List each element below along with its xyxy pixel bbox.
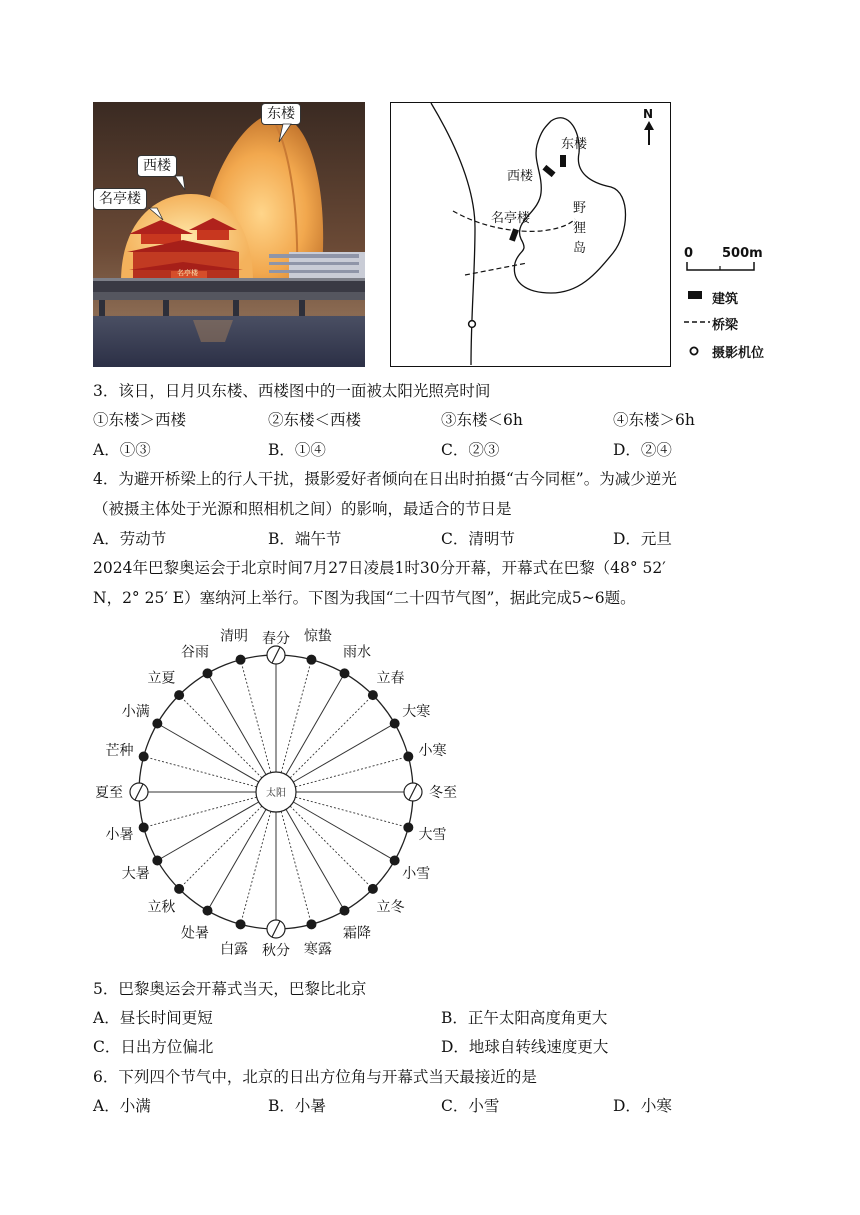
q6-option-b: B．小暑 [268, 1097, 326, 1115]
q5-option-a: A．昼长时间更短 [93, 1009, 213, 1027]
sunset-photo [93, 102, 365, 367]
callout-west-building: 西楼 [137, 155, 177, 177]
q5-option-b: B．正午太阳高度角更大 [441, 1009, 608, 1027]
solar-terms-svg [96, 618, 466, 964]
term-label-19: 夏至 [96, 785, 123, 801]
map-label-pavilion: 名亭楼 [491, 211, 531, 226]
spoke-3 [286, 673, 345, 774]
spoke-16 [179, 806, 262, 889]
term-marker-3 [340, 668, 350, 678]
spoke-24 [241, 660, 271, 773]
q3-statement-4: ④东楼＞6h [613, 411, 695, 429]
q6-option-c: C．小雪 [441, 1097, 500, 1115]
spoke-17 [157, 802, 258, 861]
term-marker-24 [236, 655, 246, 665]
scale-bar [686, 262, 756, 272]
map-drawing [391, 103, 669, 365]
spoke-2 [281, 660, 311, 773]
term-label-11: 霜降 [343, 925, 371, 942]
scale-distance: 500m [722, 246, 763, 261]
term-marker-16 [174, 884, 184, 894]
callout-pointers [93, 102, 365, 367]
spoke-15 [208, 809, 267, 910]
term-marker-2 [306, 655, 316, 665]
q3-option-b: B．①④ [268, 441, 326, 459]
spoke-9 [293, 802, 394, 861]
term-marker-12 [306, 919, 316, 929]
q4-option-c: C．清明节 [441, 530, 515, 548]
term-marker-20 [139, 752, 149, 762]
term-label-18: 小暑 [105, 826, 134, 843]
term-marker-15 [203, 906, 213, 916]
callout-east-building: 东楼 [261, 103, 301, 125]
term-marker-23 [203, 668, 213, 678]
term-label-17: 大暑 [121, 866, 150, 882]
q6-option-a: A．小满 [93, 1097, 151, 1115]
north-arrow-icon [643, 121, 655, 147]
term-label-16: 立秋 [147, 899, 176, 916]
term-label-10: 立冬 [376, 899, 405, 916]
spoke-5 [293, 724, 394, 783]
term-label-22: 立夏 [147, 670, 176, 687]
term-label-2: 惊蛰 [303, 628, 332, 645]
term-label-8: 大雪 [418, 826, 447, 843]
term-marker-9 [390, 856, 400, 866]
spoke-6 [295, 757, 408, 787]
q3-statement-2: ②东楼＜西楼 [268, 411, 362, 429]
spoke-18 [144, 797, 257, 827]
term-label-3: 雨水 [343, 644, 371, 661]
north-label: N [643, 107, 654, 121]
q4-stem-line2: （被摄主体处于光源和照相机之间）的影响，最适合的节日是 [93, 500, 512, 518]
legend-building-label: 建筑 [712, 292, 739, 307]
q3-stem: 3．该日，日月贝东楼、西楼图中的一面被太阳光照亮时间 [93, 382, 491, 400]
q4-option-b: B．端午节 [268, 530, 342, 548]
term-marker-21 [152, 719, 162, 729]
scale-zero: 0 [684, 246, 694, 261]
term-marker-17 [152, 856, 162, 866]
map-label-west-building: 西楼 [507, 169, 534, 184]
map-label-island-3: 岛 [573, 241, 587, 256]
term-label-13: 秋分 [262, 943, 290, 959]
term-label-4: 立春 [376, 670, 405, 687]
term-marker-14 [236, 919, 246, 929]
solar-terms-diagram [96, 618, 466, 968]
spoke-10 [290, 806, 373, 889]
q4-option-d: D．元旦 [613, 530, 672, 548]
spoke-20 [144, 757, 257, 787]
term-marker-4 [368, 690, 378, 700]
legend-camera-label: 摄影机位 [712, 346, 765, 361]
spoke-4 [290, 695, 373, 778]
legend-bridge-label: 桥梁 [712, 318, 739, 333]
q4-option-a: A．劳动节 [93, 530, 167, 548]
location-map [390, 102, 671, 367]
term-label-23: 谷雨 [181, 644, 209, 661]
term-label-15: 处暑 [181, 925, 209, 942]
spoke-23 [208, 673, 267, 774]
term-label-12: 寒露 [303, 941, 332, 958]
legend-building-icon [688, 291, 702, 299]
callout-pavilion: 名亭楼 [93, 188, 147, 210]
legend-camera-icon [688, 345, 700, 357]
q3-statement-1: ①东楼＞西楼 [93, 411, 187, 429]
map-label-east-building: 东楼 [561, 137, 588, 152]
spoke-21 [157, 724, 258, 783]
term-label-1: 春分 [262, 631, 290, 647]
spoke-8 [295, 797, 408, 827]
term-label-20: 芒种 [105, 743, 134, 760]
term-label-9: 小雪 [402, 866, 431, 882]
q5-option-c: C．日出方位偏北 [93, 1038, 214, 1056]
term-marker-6 [403, 752, 413, 762]
sun-label: 太阳 [266, 788, 286, 799]
term-label-21: 小满 [121, 704, 150, 720]
spoke-11 [286, 809, 345, 910]
q3-option-a: A．①③ [93, 441, 151, 459]
term-label-6: 小寒 [418, 743, 447, 760]
west-building-marker [542, 165, 555, 177]
q4-stem-line1: 4．为避开桥梁上的行人干扰，摄影爱好者倾向在日出时拍摄“古今同框”。为减少逆光 [93, 470, 677, 488]
term-marker-10 [368, 884, 378, 894]
q5-stem: 5．巴黎奥运会开幕式当天，巴黎比北京 [93, 980, 367, 998]
term-marker-8 [403, 822, 413, 832]
term-marker-11 [340, 906, 350, 916]
pavilion-sign-text: 名亭楼 [177, 269, 198, 277]
map-label-island-2: 狸 [573, 221, 587, 236]
term-label-14: 白露 [220, 941, 249, 958]
term-label-7: 冬至 [429, 785, 457, 801]
term-marker-22 [174, 690, 184, 700]
term-label-24: 清明 [220, 628, 249, 645]
intro-line2: N，2° 25′ E）塞纳河上举行。下图为我国“二十四节气图”，据此完成5~6题。 [93, 589, 636, 607]
q6-option-d: D．小寒 [613, 1097, 672, 1115]
intro-line1: 2024年巴黎奥运会于北京时间7月27日凌晨1时30分开幕，开幕式在巴黎（48° 52′ [93, 559, 666, 577]
q3-statement-3: ③东楼＜6h [441, 411, 523, 429]
q3-option-c: C．②③ [441, 441, 500, 459]
map-label-island-1: 野 [573, 201, 587, 216]
q6-stem: 6．下列四个节气中，北京的日出方位角与开幕式当天最接近的是 [93, 1068, 537, 1086]
term-marker-18 [139, 822, 149, 832]
spoke-12 [281, 811, 311, 924]
east-building-marker [560, 155, 566, 167]
q5-option-d: D．地球自转线速度更大 [441, 1038, 609, 1056]
spoke-22 [179, 695, 262, 778]
pavilion-marker [509, 228, 519, 241]
legend-bridge-icon [684, 319, 710, 325]
spoke-14 [241, 811, 271, 924]
q3-option-d: D．②④ [613, 441, 672, 459]
term-marker-5 [390, 719, 400, 729]
term-label-5: 大寒 [402, 704, 431, 720]
